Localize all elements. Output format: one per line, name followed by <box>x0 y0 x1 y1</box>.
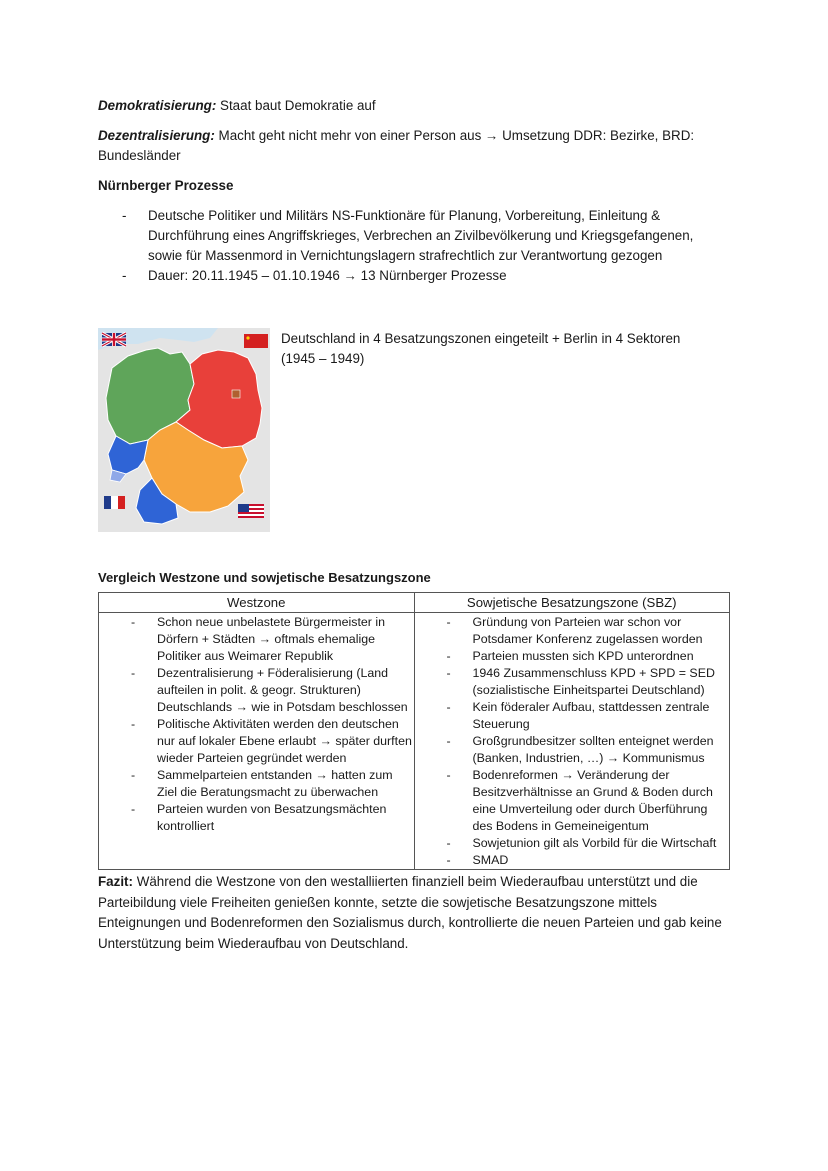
fazit-paragraph: Fazit: Während die Westzone von den westalliierten finanziell beim Wiederaufbau unterstützt und die Parteibildung viele Freiheiten genießen konnte, setzte die sowjetische Besatzungszone mittels Enteignungen und Bodenreformen den Sozialismus durch, kontrollierte die neuen Parteien und gab keine Unterstützung beim Wiederaufbau von Deutschland. <box>98 874 722 951</box>
list-item: - Sammelparteien entstanden → hatten zum Ziel die Beratungsmacht zu überwachen <box>99 767 414 801</box>
list-item: - Gründung von Parteien war schon vor Potsdamer Konferenz zugelassen worden <box>415 614 730 648</box>
column-header-sbz: Sowjetische Besatzungszone (SBZ) <box>414 593 730 613</box>
usa-flag-icon <box>238 504 264 518</box>
definition-demokratisierung: Demokratisierung: Staat baut Demokratie auf <box>98 98 376 113</box>
westzone-cell <box>99 613 415 870</box>
sbz-list <box>415 614 730 869</box>
sbz-cell <box>414 613 730 870</box>
germany-zones-map-image <box>98 328 270 532</box>
comparison-title: Vergleich Westzone und sowjetische Besatzungszone <box>98 570 431 585</box>
document-page <box>98 96 730 954</box>
france-flag-icon <box>104 496 125 509</box>
list-item: - 1946 Zusammenschluss KPD + SPD = SED (sozialistische Einheitspartei Deutschland) <box>415 665 730 699</box>
list-item: - Kein föderaler Aufbau, stattdessen zentrale Steuerung <box>415 699 730 733</box>
list-item: - Schon neue unbelastete Bürgermeister in Dörfern + Städten → oftmals ehemalige Politiker aus Weimarer Republik <box>99 614 414 665</box>
list-item: - SMAD <box>415 852 730 869</box>
comparison-table <box>98 592 730 870</box>
list-item: - Parteien wurden von Besatzungsmächten kontrolliert <box>99 801 414 835</box>
heading-nuernberger-prozesse: Nürnberger Prozesse <box>98 178 234 193</box>
list-item: - Sowjetunion gilt als Vorbild für die Wirtschaft <box>415 835 730 852</box>
westzone-list <box>99 614 414 835</box>
list-item: - Bodenreformen → Veränderung der Besitzverhältnisse an Grund & Boden durch eine Umverteilung oder durch Überführung des Bodens in Gemeineigentum <box>415 767 730 835</box>
occupation-zones-map <box>98 328 270 532</box>
list-item: - Politische Aktivitäten werden den deutschen nur auf lokaler Ebene erlaubt → später durften wieder Parteien gegründet werden <box>99 716 414 767</box>
berlin-sectors <box>232 390 240 398</box>
definition-dezentralisierung: Dezentralisierung: Macht geht nicht mehr von einer Person aus → Umsetzung DDR: Bezirke, BRD: Bundesländer <box>98 128 695 163</box>
list-item: - Dauer: 20.11.1945 – 01.10.1946 → 13 Nürnberger Prozesse <box>98 266 730 286</box>
occupation-zones-section <box>98 328 730 532</box>
list-item: - Parteien mussten sich KPD unterordnen <box>415 648 730 665</box>
nuernberg-list <box>98 206 730 286</box>
map-caption: Deutschland in 4 Besatzungszonen eingeteilt + Berlin in 4 Sektoren (1945 – 1949) <box>281 331 681 366</box>
ussr-flag-icon <box>244 334 268 348</box>
list-item: - Deutsche Politiker und Militärs NS-Funktionäre für Planung, Vorbereitung, Einleitung & Durchführung eines Angriffskrieges, Verbrechen an Zivilbevölkerung und Kriegsgefangenen, sowie für Massenmord in Vernichtungslagern strafrechtlich zur Verantwortung gezogen <box>98 206 730 266</box>
list-item: - Großgrundbesitzer sollten enteignet werden (Banken, Industrien, …) → Kommunismus <box>415 733 730 767</box>
column-header-westzone: Westzone <box>99 593 415 613</box>
list-item: - Dezentralisierung + Föderalisierung (Land aufteilen in polit. & geogr. Strukturen) Deutschlands → wie in Potsdam beschlossen <box>99 665 414 716</box>
uk-flag-icon <box>102 333 126 346</box>
